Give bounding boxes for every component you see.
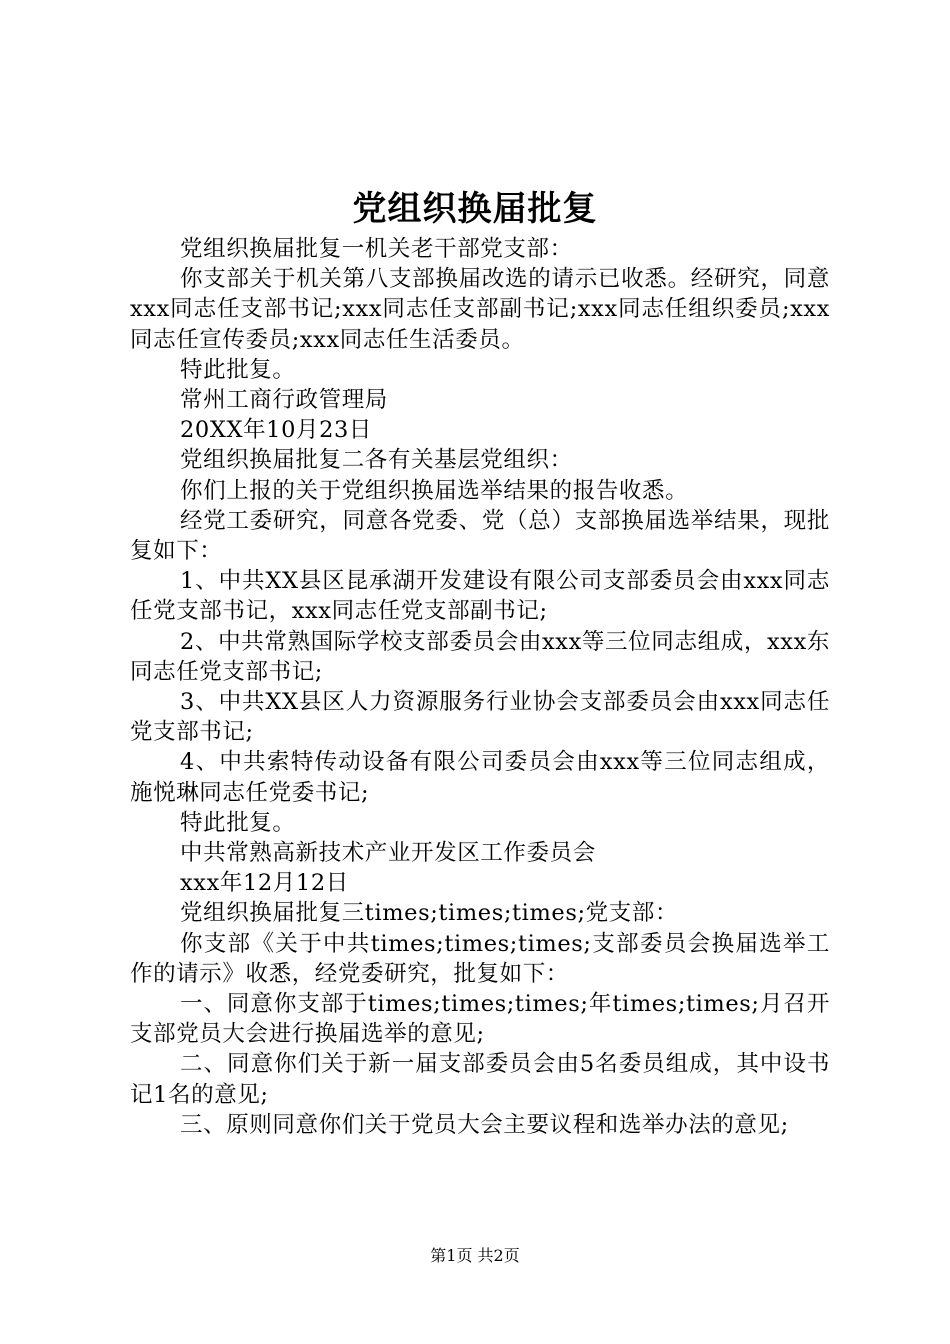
paragraph: 党组织换届批复二各有关基层党组织：: [180, 447, 573, 474]
paragraph: 20XX年10月23日: [180, 417, 373, 444]
document-title: 党组织换届批复: [352, 189, 598, 229]
paragraph: 常州工商行政管理局: [180, 387, 388, 414]
paragraph: 党组织换届批复三times;times;times;党支部：: [180, 900, 679, 927]
paragraph: 你们上报的关于党组织换届选举结果的报告收悉。: [180, 477, 689, 504]
page-number-footer: 第1页 共2页: [430, 1246, 520, 1265]
document-body: [130, 234, 830, 1140]
paragraph: 4、中共索特传动设备有限公司委员会由xxx等三位同志组成，施悦琳同志任党委书记;: [130, 749, 830, 806]
paragraph: 2、中共常熟国际学校支部委员会由xxx等三位同志组成，xxx东同志任党支部书记;: [130, 628, 830, 685]
paragraph: 3、中共XX县区人力资源服务行业协会支部委员会由xxx同志任党支部书记;: [130, 689, 830, 746]
paragraph: 二、同意你们关于新一届支部委员会由5名委员组成，其中设书记1名的意见;: [130, 1051, 830, 1108]
paragraph: 经党工委研究，同意各党委、党（总）支部换届选举结果，现批复如下：: [130, 507, 830, 565]
paragraph: 你支部关于机关第八支部换届改选的请示已收悉。经研究，同意xxx同志任支部书记;xxx同志任支部副书记;xxx同志任组织委员;xxx同志任宣传委员;xxx同志任生活委员。: [130, 266, 830, 353]
paragraph: 党组织换届批复一机关老干部党支部：: [180, 236, 573, 262]
paragraph: 特此批复。: [180, 356, 296, 383]
paragraph: xxx年12月12日: [180, 870, 349, 897]
paragraph: 1、中共XX县区昆承湖开发建设有限公司支部委员会由xxx同志任党支部书记，xxx同志任党支部副书记;: [130, 568, 830, 625]
paragraph: 一、同意你支部于times;times;times;年times;times;月召开支部党员大会进行换届选举的意见;: [130, 991, 830, 1048]
paragraph: 三、原则同意你们关于党员大会主要议程和选举办法的意见;: [180, 1111, 789, 1138]
paragraph: 中共常熟高新技术产业开发区工作委员会: [180, 840, 596, 867]
paragraph: 特此批复。: [180, 809, 296, 836]
paragraph: 你支部《关于中共times;times;times;支部委员会换届选举工作的请示》收悉，经党委研究，批复如下：: [130, 930, 830, 987]
